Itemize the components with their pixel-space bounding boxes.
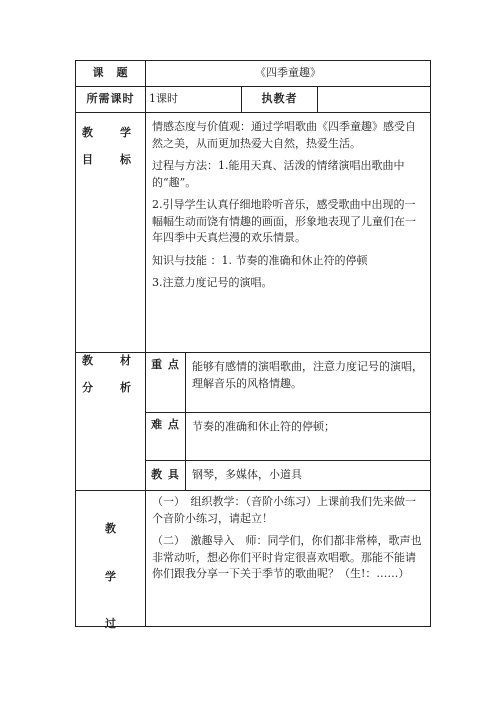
hours-value: 1课时 [146,87,242,113]
row-hours [76,87,431,113]
row-process [76,491,431,627]
objectives-paragraph: 2.引导学生认真仔细地聆听音乐，感受歌曲中出现的一幅幅生动而饶有情趣的画面，形象地表现了儿童们在一年四季中天真烂漫的欢乐情景。 [152,198,416,244]
analysis-label [76,353,146,491]
lesson-plan-table [75,60,431,630]
topic-value: 《四季童趣》 [146,61,431,87]
process-paragraph: （一） 组织教学：（音阶小练习）上课前我们先来做一个音阶小练习，请起立！ [152,495,416,525]
process-paragraph: （二） 激趣导入 师：同学们，你们都非常棒，歌声也非常动听，想必你们平时肯定很喜欢唱歌。那能不能请你们跟我分享一下关于季节的歌曲呢？（生!：……） [152,534,422,580]
process-label-char-2: 学 [105,570,116,583]
process-label-char-1: 教 [105,522,116,535]
objectives-label-line-1: 教 学 [82,126,139,139]
teacher-label: 执教者 [242,87,318,113]
analysis-label-line-1: 教 材 [82,354,139,367]
tools-value: 钢琴，多媒体，小道具 [186,461,431,491]
objectives-label-line-2: 目 标 [82,152,139,166]
topic-label: 课 题 [76,61,146,87]
objectives-paragraph: 3.注意力度记号的演唱。 [152,276,273,289]
process-label [76,491,146,630]
objectives-paragraph: 情感态度与价值观：通过学唱歌曲《四季童趣》感受自然之美，从而更加热爱大自然，热爱生活。 [152,120,416,150]
objectives-paragraph: 知识与技能 ：1. 节奏的准确和休止符的停顿 [152,253,368,267]
process-label-char-3: 过 [105,617,116,630]
teacher-value [318,87,431,113]
row-topic [76,61,431,87]
process-content [146,491,431,627]
objectives-label [76,113,146,353]
key-point-label: 重 点 [146,353,186,413]
difficulty-label: 难 点 [146,413,186,461]
difficulty-value: 节奏的准确和休止符的停顿； [186,413,431,461]
tools-label: 教 具 [146,461,186,491]
key-point-value: 能够有感情的演唱歌曲，注意力度记号的演唱，理解音乐的风格情趣。 [186,353,431,413]
row-objectives [76,113,431,353]
objectives-paragraph: 过程与方法：1.能用天真、活泼的情绪演唱出歌曲中的“趣”。 [152,159,405,189]
hours-label: 所需课时 [76,87,146,113]
row-analysis-key [76,353,431,413]
analysis-label-line-2: 分 析 [82,380,139,394]
objectives-content [146,113,431,353]
